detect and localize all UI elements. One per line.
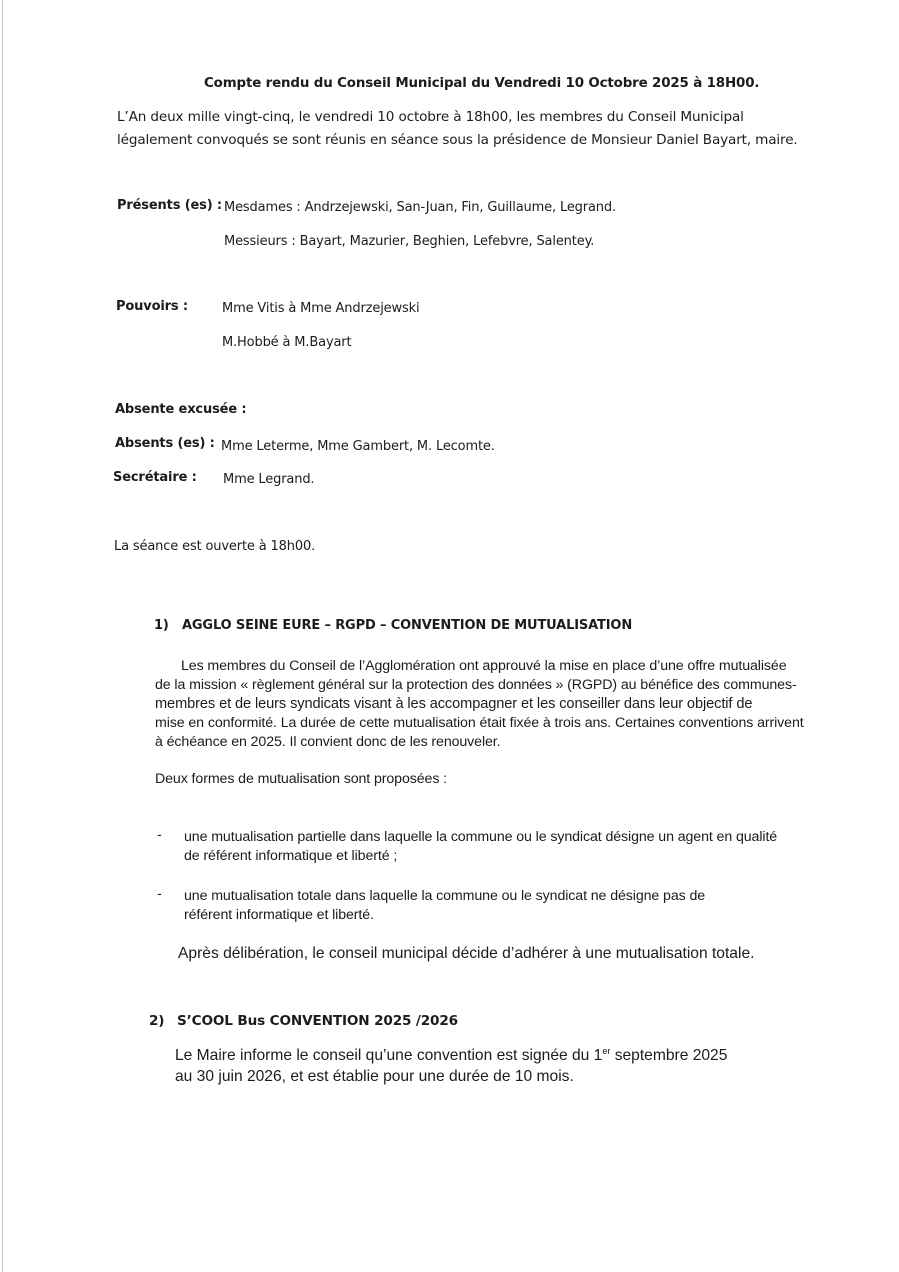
section-1-number: 1) [154, 618, 169, 633]
pouvoir-item: Mme Vitis à Mme Andrzejewski [222, 301, 420, 316]
intro-line-1: L’An deux mille vingt-cinq, le vendredi 10 octobre à 18h00, les membres du Conseil Municipal [117, 109, 744, 125]
bullet-item-line: référent informatique et liberté. [184, 907, 374, 923]
section-2-line-1-end: septembre 2025 [610, 1047, 728, 1064]
bullet-marker: - [157, 886, 162, 902]
bullet-marker: - [157, 827, 162, 843]
bullet-item-line: une mutualisation partielle dans laquelle la commune ou le syndicat désigne un agent en qualité [184, 829, 778, 845]
secretaire-value: Mme Legrand. [223, 472, 315, 487]
bullet-item-line: de référent informatique et liberté ; [184, 848, 398, 864]
opening-statement: La séance est ouverte à 18h00. [114, 539, 316, 554]
section-1-paragraph-line: membres et de leurs syndicats visant à les accompagner et les conseiller dans leur objectif de [155, 696, 753, 712]
scan-edge [2, 0, 3, 1272]
section-1-paragraph-line: à échéance en 2025. Il convient donc de les renouveler. [155, 734, 501, 750]
section-2-line-1 [175, 1045, 727, 1066]
section-1-paragraph-line: Les membres du Conseil de l’Agglomération ont approuvé la mise en place d’une offre mutualisée [181, 658, 787, 674]
pouvoir-item: M.Hobbé à M.Bayart [222, 335, 352, 350]
presents-mesdames: Mesdames : Andrzejewski, San-Juan, Fin, Guillaume, Legrand. [224, 200, 616, 215]
page-title: Compte rendu du Conseil Municipal du Vendredi 10 Octobre 2025 à 18H00. [204, 76, 760, 91]
presents-messieurs: Messieurs : Bayart, Mazurier, Beghien, Lefebvre, Salentey. [224, 234, 595, 249]
section-2-line-2: au 30 juin 2026, et est établie pour une durée de 10 mois. [175, 1068, 574, 1085]
forms-intro: Deux formes de mutualisation sont proposées : [155, 771, 448, 787]
section-1-paragraph-line: mise en conformité. La durée de cette mutualisation était fixée à trois ans. Certaines conventions arrivent [155, 715, 804, 731]
intro-line-2: légalement convoqués se sont réunis en séance sous la présidence de Monsieur Daniel Bayart, maire. [117, 132, 798, 148]
absents-label: Absents (es) : [115, 436, 215, 451]
ordinal-superscript: er [602, 1045, 611, 1056]
bullet-item-line: une mutualisation totale dans laquelle la commune ou le syndicat ne désigne pas de [184, 888, 706, 904]
section-1-paragraph-line: de la mission « règlement général sur la protection des données » (RGPD) au bénéfice des communes- [155, 677, 797, 693]
absente-excusee-label: Absente excusée : [115, 402, 247, 417]
decision-statement: Après délibération, le conseil municipal décide d’adhérer à une mutualisation totale. [178, 945, 755, 962]
section-2-heading: S’COOL Bus CONVENTION 2025 /2026 [177, 1013, 458, 1029]
section-1-heading: AGGLO SEINE EURE – RGPD – CONVENTION DE MUTUALISATION [182, 618, 633, 633]
pouvoirs-label: Pouvoirs : [116, 299, 188, 314]
secretaire-label: Secrétaire : [113, 470, 197, 485]
presents-label: Présents (es) : [117, 198, 222, 213]
section-2-line-1-start: Le Maire informe le conseil qu’une convention est signée du 1 [175, 1047, 603, 1064]
absents-value: Mme Leterme, Mme Gambert, M. Lecomte. [221, 439, 495, 454]
section-2-number: 2) [149, 1013, 165, 1029]
